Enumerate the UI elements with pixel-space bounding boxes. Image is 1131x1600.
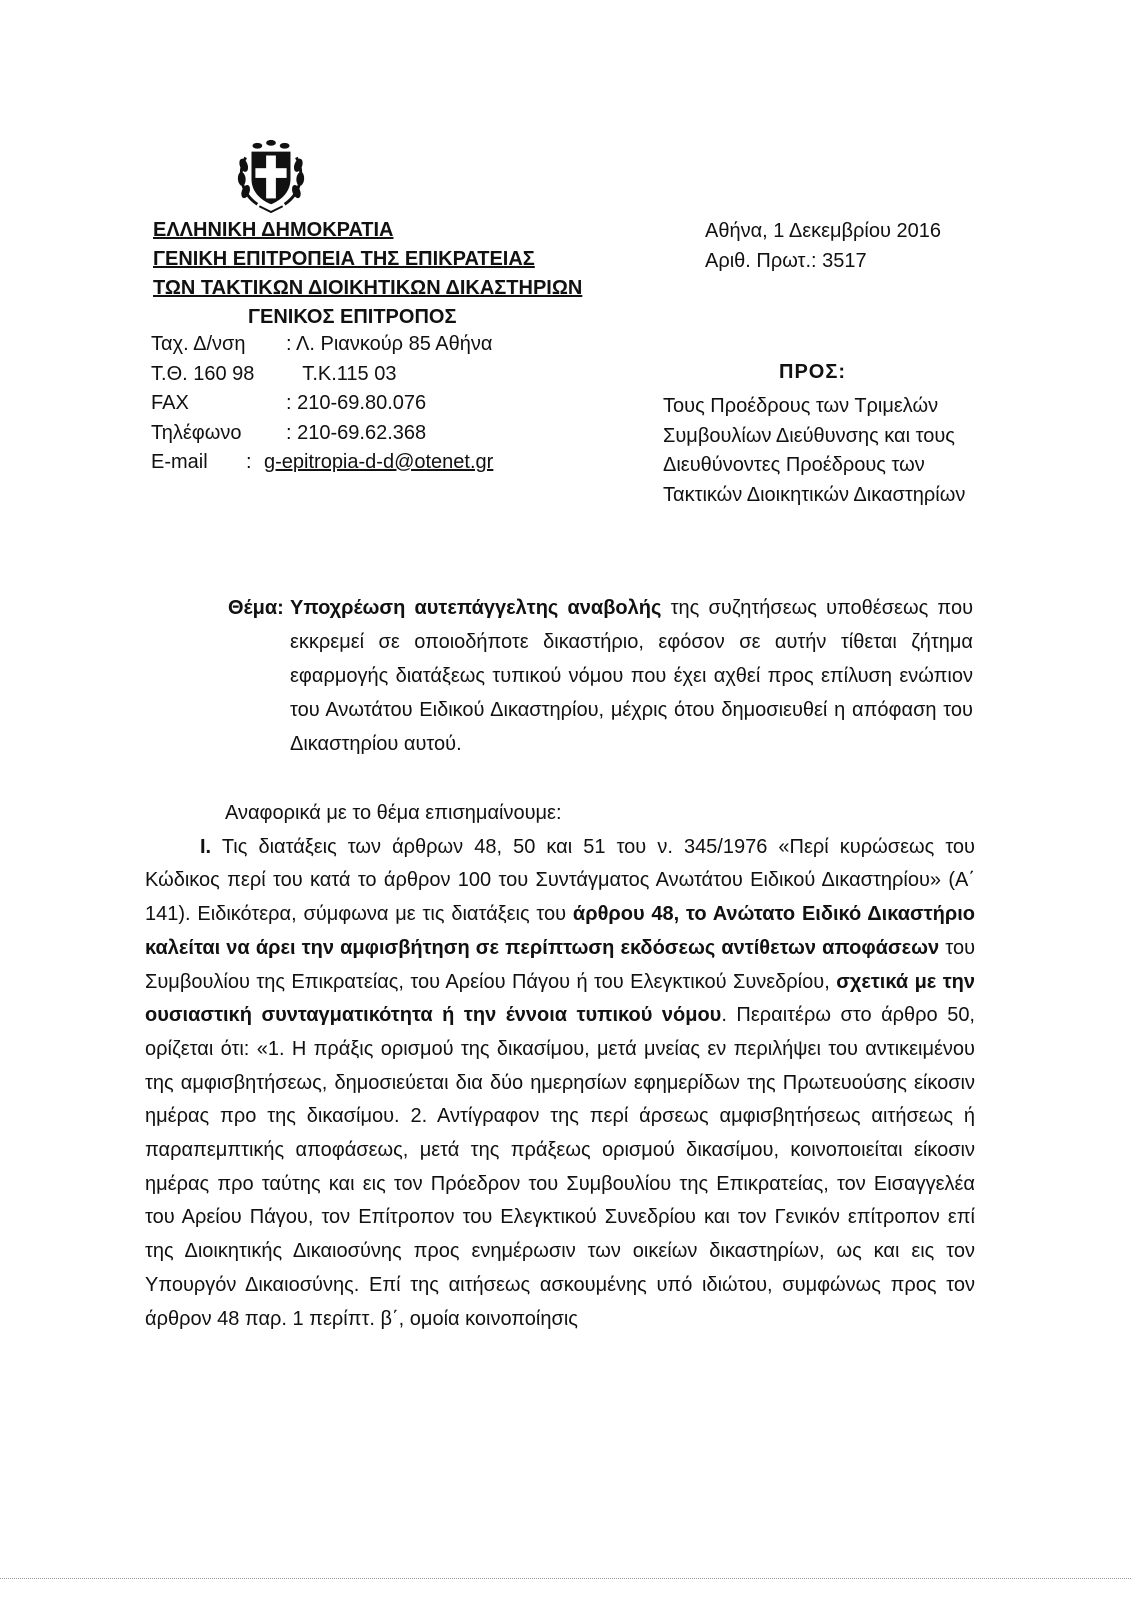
body-text — [145, 797, 975, 1336]
paragraph-number: Ι. — [200, 835, 212, 858]
scan-edge-divider — [0, 1578, 1131, 1579]
recipient-line: Τους Προέδρους των Τριμελών — [663, 395, 939, 417]
paragraph-1 — [145, 831, 975, 1337]
paragraph-bold: άρθρου 48, το Ανώτατο Ειδικό Δικαστήριο καλείται να άρει την αμφισβήτηση σε περίπτωση εκδόσεως αντίθετων αποφάσεων — [145, 903, 975, 959]
recipient-line: Διευθύνοντες Προέδρους των — [663, 454, 925, 476]
contact-label: Τηλέφωνο — [151, 421, 242, 444]
contact-value: : Λ. Ριανκούρ 85 Αθήνα — [286, 333, 493, 355]
contact-details — [151, 330, 493, 478]
issuing-authority — [153, 216, 582, 332]
email-link[interactable]: g-epitropia-d-d@otenet.gr — [264, 451, 494, 473]
contact-row-email — [151, 448, 493, 478]
contact-label: Ταχ. Δ/νση — [151, 333, 246, 355]
subject-label: Θέμα: — [228, 597, 284, 619]
paragraph-text: Τις διατάξεις των άρθρων 48, 50 και 51 του ν. 345/1976 «Περί κυρώσεως του Κώδικος περί του κατά το άρθρον 100 του Συντάγματος Ανωτάτου Ειδικού Δικαστηρίου» (Α΄ 141). Ειδικότερα, σύμφωνα με τις διατάξεις του — [145, 835, 975, 926]
paragraph-text: . Περαιτέρω στο άρθρο 50, ορίζεται ότι: «1. Η πράξις ορισμού της δικασίμου, μετά μνείας εν περιλήψει του αντικειμένου της αμφισβητήσεως, δημοσιεύεται δια δύο ημερησίων εφημερίδων της Πρωτευούσης είκοσιν ημέρας προ της δικασίμου. 2. Αντίγραφον της περί άρσεως αμφισβητήσεως αιτήσεως ή παραπεμπτικής αποφάσεως, μετά της πράξεως ορισμού δικασίμου, κοινοποιείται είκοσιν ημέρας προ ταύτης και εις τον Πρόεδρον του Συμβουλίου της Επικρατείας, τον Εισαγγελέα του Αρείου Πάγου, τον Επίτροπον του Ελεγκτικού Συνεδρίου και τον Γενικόν επίτροπον επί της Διοικητικής Δικαιοσύνης προς ενημέρωσιν των οικείων δικαστηρίων, ως και εις τον Υπουργόν Δικαιοσύνης. Επί της αιτήσεως ασκουμένης υπό ιδιώτου, συμφώνως προς τον άρθρον 48 παρ. 1 περίπτ. β΄, ομοία κοινοποίησις — [145, 1004, 975, 1330]
contact-row — [151, 330, 493, 360]
subject-bold: Υποχρέωση αυτεπάγγελτης αναβολής — [290, 597, 662, 619]
contact-value: Τ.Κ.115 03 — [286, 362, 397, 385]
intro-line: Αναφορικά με το θέμα επισημαίνουμε: — [225, 802, 562, 824]
contact-row — [151, 419, 493, 449]
org-line-1: ΕΛΛΗΝΙΚΗ ΔΗΜΟΚΡΑΤΙΑ — [153, 219, 394, 241]
email-label: E-mail — [151, 451, 208, 473]
paragraph-text: του Συμβουλίου της Επικρατείας, του Αρείου Πάγου ή του Ελεγκτικού Συνεδρίου, — [145, 936, 976, 993]
recipient-line: Τακτικών Διοικητικών Δικαστηρίων — [663, 483, 966, 506]
contact-value: : 210-69.62.368 — [286, 421, 427, 444]
email-separator: : — [246, 451, 252, 473]
subject-rest: της συζητήσεως υποθέσεως που εκκρεμεί σε οποιοδήποτε δικαστήριο, εφόσον σε αυτήν τίθεται ζήτημα εφαρμογής διατάξεως τυπικού νόμου που έχει αχθεί προς επίλυση ενώπιον του Ανωτάτου Ειδικού Δικαστηρίου, μέχρις ότου δημοσιευθεί η απόφαση του Δικαστηρίου αυτού. — [290, 597, 974, 755]
date-block — [705, 216, 941, 276]
contact-row — [151, 389, 493, 419]
subject-text — [228, 591, 973, 761]
document-date: Αθήνα, 1 Δεκεμβρίου 2016 — [705, 220, 941, 242]
contact-label: FAX — [151, 392, 189, 414]
recipient-line: Συμβουλίων Διεύθυνσης και τους — [663, 424, 955, 447]
org-line-4: ΓΕΝΙΚΟΣ ΕΠΙΤΡΟΠΟΣ — [248, 306, 457, 328]
paragraph-bold: σχετικά με την ουσιαστική συνταγματικότητα ή την έννοια τυπικού νόμου — [145, 970, 975, 1027]
coat-of-arms-icon — [232, 136, 310, 214]
recipient-heading: ΠΡΟΣ: — [779, 361, 847, 383]
org-line-3: ΤΩΝ ΤΑΚΤΙΚΩΝ ΔΙΟΙΚΗΤΙΚΩΝ ΔΙΚΑΣΤΗΡΙΩΝ — [153, 277, 583, 299]
recipient-lines — [663, 392, 965, 510]
org-line-2: ΓΕΝΙΚΗ ΕΠΙΤΡΟΠΕΙΑ ΤΗΣ ΕΠΙΚΡΑΤΕΙΑΣ — [153, 248, 535, 270]
protocol-number: Αριθ. Πρωτ.: 3517 — [705, 250, 867, 272]
subject-block — [228, 591, 973, 761]
contact-row — [151, 360, 493, 390]
contact-value: : 210-69.80.076 — [286, 392, 427, 414]
contact-label: Τ.Θ. 160 98 — [151, 362, 255, 385]
